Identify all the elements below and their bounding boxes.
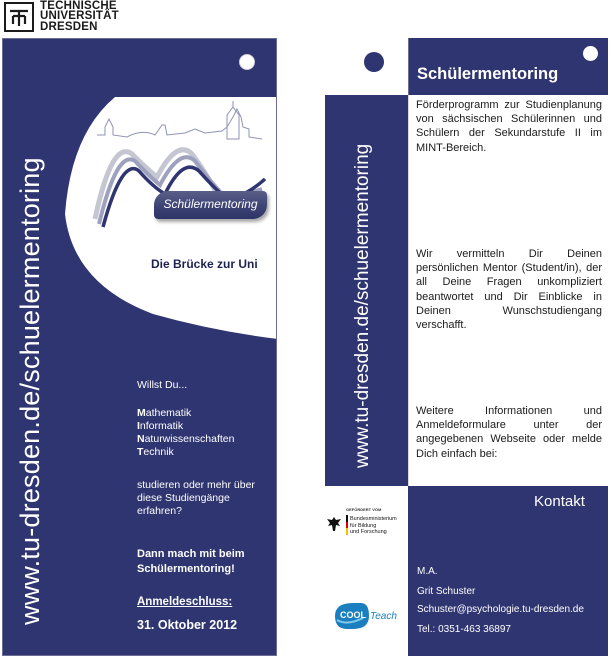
card-title: Schülermentoring [417, 65, 559, 83]
question-intro: Willst Du... [137, 379, 188, 391]
contact-email-link[interactable]: Schuster@psychologie.tu-dresden.de [417, 604, 584, 615]
ministry-line: für Bildung [350, 522, 377, 529]
logo-text-line: TECHNISCHE [40, 0, 117, 12]
vertical-website-url: www.tu-dresden.de/schuelermentoring [352, 143, 373, 468]
ministry-line: Bundesministerium [350, 516, 397, 522]
punch-hole [583, 46, 598, 61]
logo-text-line: DRESDEN [40, 21, 98, 33]
funding-note: GEFÖRDERT VOM [346, 507, 382, 512]
subject-item: Naturwissenschaften [137, 433, 235, 445]
german-flag-stripe-icon [346, 515, 348, 535]
punch-hole [239, 54, 255, 70]
registration-info: Weitere Informationen und Anmeldeformulare unter der angegebenen Webseite oder melde Dich einfach bei: [416, 405, 602, 460]
ministry-line: und Forschung [350, 529, 387, 535]
program-description: Förderprogramm zur Studienplanung von sächsischen Schülerinnen und Schülern der Sekundarstufe II im MINT-Bereich. [416, 99, 602, 154]
contact-phone: Tel.: 0351-463 36897 [417, 624, 511, 635]
vertical-website-url: www.tu-dresden.de/schuelermentoring [15, 157, 45, 625]
contact-title-degree: M.A. [417, 566, 438, 577]
mentor-description: Wir vermitteln Dir Deinen persönlichen Mentor (Student/in), der all Deine Fragen unkompliziert beantwortet und Dir Einblicke in Deinen Wunschstudiengang verschafft. [416, 248, 602, 332]
flyer-back-card [325, 38, 608, 656]
mint-subject-list [137, 407, 234, 459]
subject-item: Mathematik [137, 407, 192, 419]
contact-name: Grit Schuster [417, 586, 476, 597]
subject-item: Technik [137, 446, 174, 458]
cool-teach-logo [333, 600, 399, 632]
tagline: Die Brücke zur Uni [151, 257, 258, 271]
flyer-front-card [2, 38, 277, 656]
federal-eagle-icon [325, 516, 343, 532]
program-name-badge [154, 191, 267, 219]
contact-heading: Kontakt [534, 493, 585, 510]
ministry-name [350, 516, 397, 536]
call-to-action: Dann mach mit beim Schülermentoring! [137, 548, 245, 575]
badge-label: Schülermentoring [163, 197, 258, 211]
deadline-date: 31. Oktober 2012 [137, 618, 238, 632]
subject-item: Informatik [137, 420, 184, 432]
question-text: studieren oder mehr über diese Studiengänge erfahren? [137, 479, 255, 517]
logo-text-line: UNIVERSITÄT [40, 10, 119, 22]
logo-cool-text: COOL [340, 610, 366, 620]
deadline-label: Anmeldeschluss: [137, 596, 233, 608]
punch-hole [364, 52, 384, 72]
tu-dresden-logo-icon [4, 2, 34, 32]
logo-teach-text: Teach [370, 611, 397, 622]
